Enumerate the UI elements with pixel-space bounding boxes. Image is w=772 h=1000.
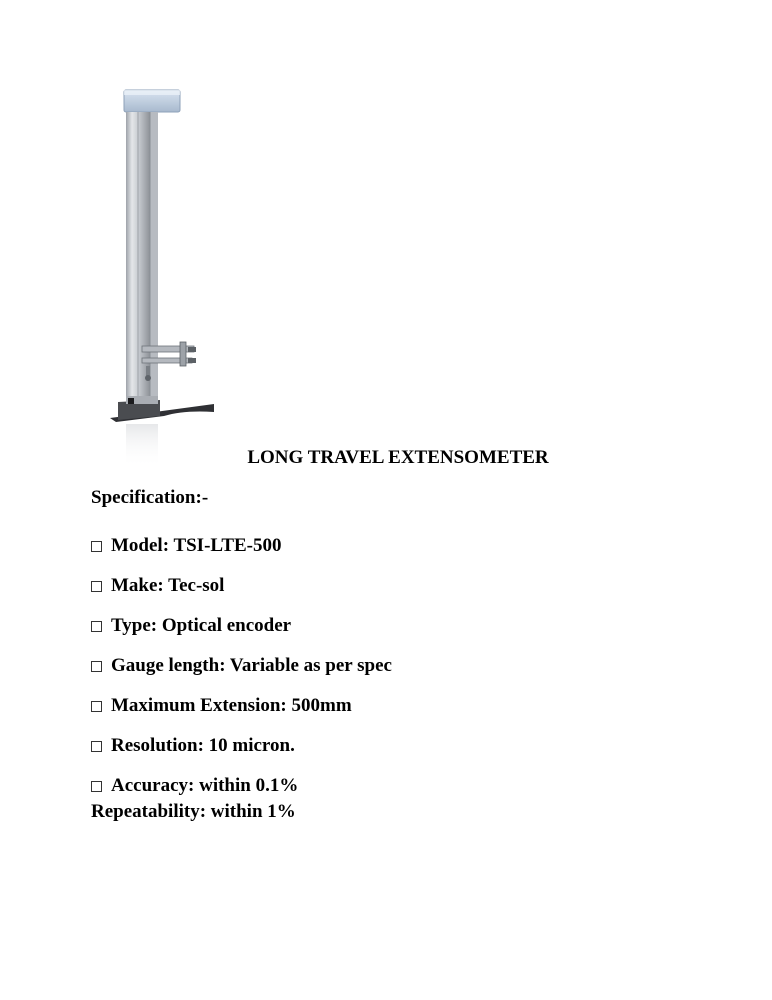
spec-item-model bbox=[91, 526, 392, 566]
spec-item-type bbox=[91, 606, 392, 646]
checkbox-icon bbox=[91, 701, 102, 712]
spec-item-label: Accuracy: within 0.1% bbox=[111, 775, 299, 796]
checkbox-icon bbox=[91, 781, 102, 792]
spec-item-maximum-extension bbox=[91, 686, 392, 726]
repeatability-line: Repeatability: within 1% bbox=[91, 801, 296, 822]
spec-item-label: Model: TSI-LTE-500 bbox=[111, 535, 282, 556]
spec-list bbox=[91, 526, 392, 806]
spec-item-label: Resolution: 10 micron. bbox=[111, 735, 295, 756]
spec-item-label: Type: Optical encoder bbox=[111, 615, 292, 636]
checkbox-icon bbox=[91, 541, 102, 552]
spec-item-label: Make: Tec-sol bbox=[111, 575, 225, 596]
spec-item-make bbox=[91, 566, 392, 606]
checkbox-icon bbox=[91, 661, 102, 672]
document-title-text: LONG TRAVEL EXTENSOMETER bbox=[247, 447, 549, 468]
document-title bbox=[0, 446, 772, 470]
checkbox-icon bbox=[91, 741, 102, 752]
spec-item-label: Maximum Extension: 500mm bbox=[111, 695, 352, 716]
spec-item-gauge-length bbox=[91, 646, 392, 686]
spec-item-label: Gauge length: Variable as per spec bbox=[111, 655, 392, 676]
checkbox-icon bbox=[91, 581, 102, 592]
spec-item-resolution bbox=[91, 726, 392, 766]
checkbox-icon bbox=[91, 621, 102, 632]
product-image bbox=[104, 84, 224, 468]
spec-heading: Specification:- bbox=[91, 487, 209, 508]
extensometer-image bbox=[104, 84, 224, 468]
